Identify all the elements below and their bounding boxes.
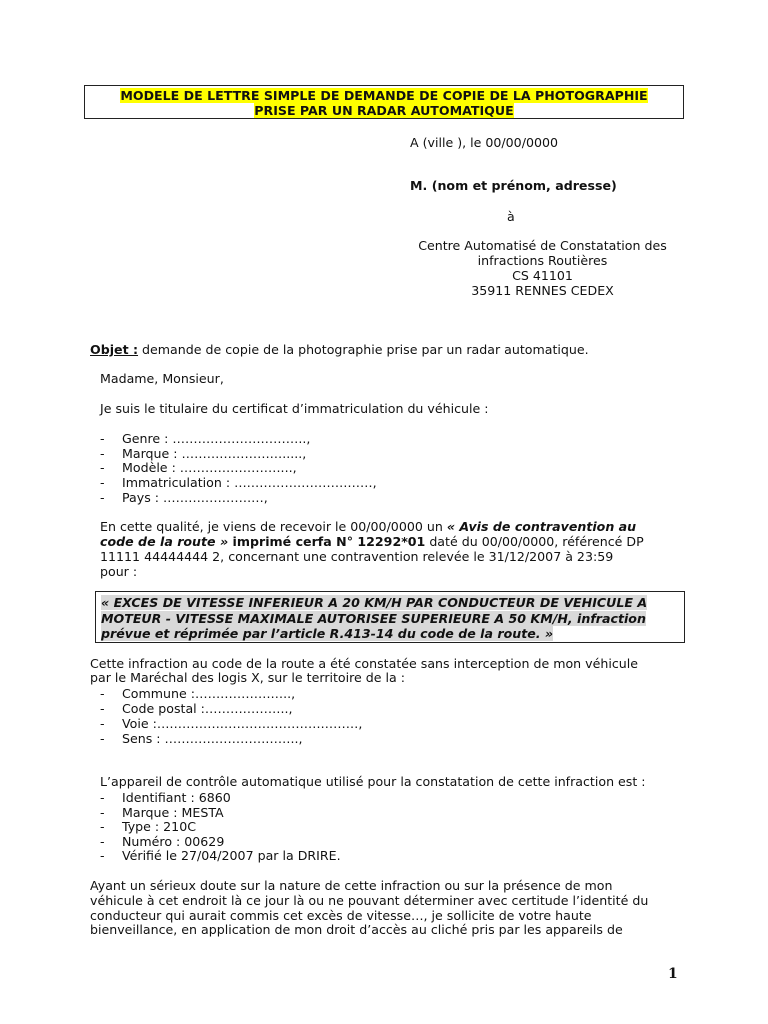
recipient-line-1: Centre Automatisé de Constatation des <box>418 238 667 253</box>
paragraph2-text: En cette qualité, je viens de recevoir le 00/00/0000 un <box>100 519 447 534</box>
notice-title-part1: « Avis de contravention au <box>446 519 637 534</box>
list-dash: - <box>100 701 105 716</box>
sender-name: M. (nom et prénom, adresse) <box>410 178 617 193</box>
paragraph3-line1: Cette infraction au code de la route a été constatée sans interception de mon véhicule <box>90 656 638 671</box>
location-item-sens: Sens : ………………………….., <box>122 731 303 746</box>
paragraph2-date: daté du 00/00/0000, référencé DP <box>425 534 644 549</box>
location-item-voie: Voie :…………………………………………, <box>122 716 363 731</box>
paragraph4-line2: véhicule à cet endroit là ce jour là ou ne pouvant déterminer avec certitude l’identité du <box>90 893 649 908</box>
recipient-line-4: 35911 RENNES CEDEX <box>471 283 614 298</box>
notice-title-part2: code de la route » <box>100 534 229 549</box>
location-item-code-postal: Code postal :……………….., <box>122 701 293 716</box>
object-label: Objet : <box>90 342 139 357</box>
paragraph2-line4: pour : <box>100 564 138 579</box>
device-intro: L’appareil de contrôle automatique utilisé pour la constatation de cette infraction est : <box>100 774 646 789</box>
quote-line-2: MOTEUR - VITESSE MAXIMALE AUTORISEE SUPERIEURE A 50 KM/H, infraction <box>101 610 646 626</box>
infraction-quote-box <box>95 591 685 643</box>
list-dash: - <box>100 686 105 701</box>
to-word: à <box>507 209 515 224</box>
list-dash: - <box>100 431 105 446</box>
title-line-1: MODELE DE LETTRE SIMPLE DE DEMANDE DE COPIE DE LA PHOTOGRAPHIE <box>120 88 648 103</box>
paragraph2-line3: 11111 44444444 2, concernant une contravention relevée le 31/12/2007 à 23:59 <box>100 549 614 564</box>
device-item-marque: Marque : MESTA <box>122 805 224 820</box>
list-dash: - <box>100 805 105 820</box>
recipient-line-2: infractions Routières <box>477 253 608 268</box>
list-dash: - <box>100 446 105 461</box>
list-dash: - <box>100 848 105 863</box>
recipient-address <box>405 238 680 298</box>
paragraph4-line4: bienveillance, en application de mon droit d’accès au cliché pris par les appareils de <box>90 922 623 937</box>
cerfa-number: imprimé cerfa N° 12292*01 <box>228 534 426 549</box>
vehicle-item-genre: Genre : ………………………….., <box>122 431 311 446</box>
title-line-2: PRISE PAR UN RADAR AUTOMATIQUE <box>254 103 514 118</box>
list-dash: - <box>100 716 105 731</box>
paragraph2-line2 <box>100 534 644 549</box>
list-dash: - <box>100 790 105 805</box>
list-dash: - <box>100 731 105 746</box>
page-number: 1 <box>668 966 678 982</box>
vehicle-item-pays: Pays : ……………………, <box>122 490 268 505</box>
list-dash: - <box>100 460 105 475</box>
device-item-type: Type : 210C <box>122 819 197 834</box>
paragraph2-line1 <box>100 519 636 534</box>
salutation: Madame, Monsieur, <box>100 371 224 386</box>
vehicle-intro: Je suis le titulaire du certificat d’immatriculation du véhicule : <box>100 401 489 416</box>
device-item-verification: Vérifié le 27/04/2007 par la DRIRE. <box>122 848 341 863</box>
object-line <box>90 342 589 357</box>
list-dash: - <box>100 819 105 834</box>
list-dash: - <box>100 475 105 490</box>
vehicle-item-marque: Marque : ……………………....., <box>122 446 307 461</box>
object-text: demande de copie de la photographie prise par un radar automatique. <box>138 342 589 357</box>
device-item-numero: Numéro : 00629 <box>122 834 225 849</box>
recipient-line-3: CS 41101 <box>512 268 573 283</box>
device-item-identifiant: Identifiant : 6860 <box>122 790 231 805</box>
paragraph3-line2: par le Maréchal des logis X, sur le territoire de la : <box>90 670 405 685</box>
paragraph4-line3: conducteur qui aurait commis cet excès de vitesse…, je sollicite de votre haute <box>90 908 592 923</box>
list-dash: - <box>100 834 105 849</box>
list-dash: - <box>100 490 105 505</box>
location-item-commune: Commune :………………….., <box>122 686 296 701</box>
document-title <box>84 85 684 119</box>
quote-line-1: « EXCES DE VITESSE INFERIEUR A 20 KM/H PAR CONDUCTEUR DE VEHICULE A <box>101 595 648 610</box>
place-date: A (ville ), le 00/00/0000 <box>410 135 558 150</box>
paragraph4-line1: Ayant un sérieux doute sur la nature de cette infraction ou sur la présence de mon <box>90 878 613 893</box>
quote-line-3: prévue et réprimée par l’article R.413-14 du code de la route. » <box>101 626 554 641</box>
vehicle-item-immatriculation: Immatriculation : ……………………………, <box>122 475 377 490</box>
vehicle-item-modele: Modèle : ……………………..., <box>122 460 297 475</box>
